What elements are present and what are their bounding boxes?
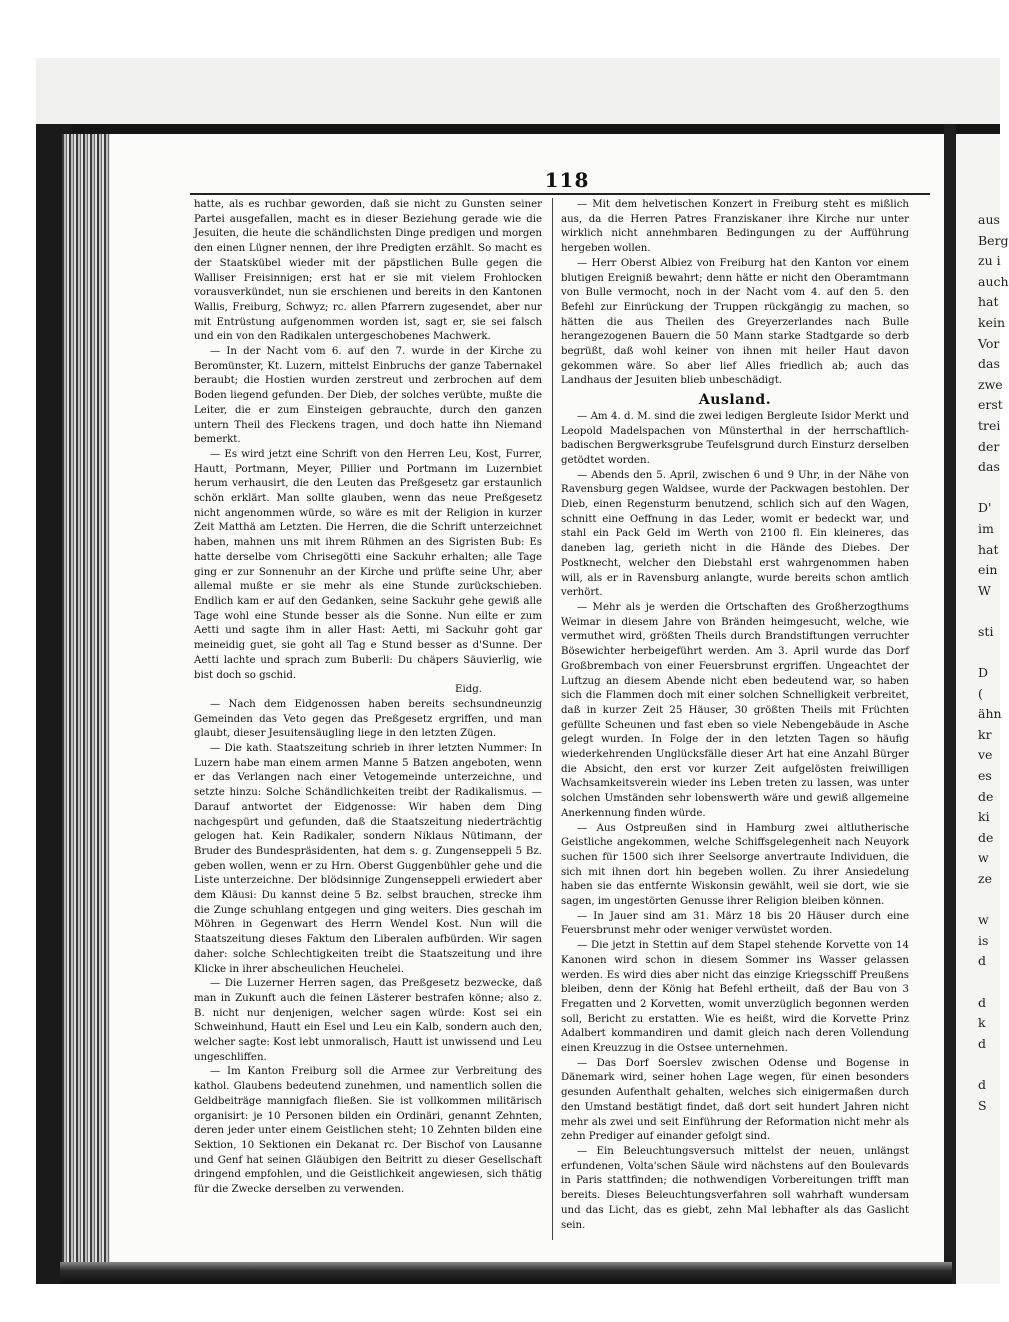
article-paragraph: — Herr Oberst Albiez von Freiburg hat den Kanton vor einem blutigen Ereigniß bewahrt; denn hätte er nicht den Oberamtmann von Bulle vermocht, noch in der Nacht vom 4. auf den 5. den Befehl zur Einrückung der Truppen rückgängig zu machen, so hätten die aus Theilen des Greyerzerlandes nach Bulle herangezogenen Bauern die 50 Mann starke Stadtgarde so derb begrüßt, daß wohl keiner von ihnen mit heiler Haut davon gekommen wäre. So aber lief Alles friedlich ab; auch das Landhaus der Jesuiten blieb unbeschädigt. <box>561 257 909 387</box>
article-paragraph: — Die jetzt in Stettin auf dem Stapel stehende Korvette von 14 Kanonen wird schon in diesem Sommer ins Wasser gelassen werden. Es wird dies aber nicht das einzige Kriegsschiff Preußens bleiben, denn der König hat Befehl ertheilt, daß der Bau von 3 Fregatten und 2 Korvetten, womit unverzüglich begonnen werden soll, Bericht zu erstatten. Wie es heißt, wird die Korvette Prinz Adalbert kommandiren und damit gleich nach deren Vollendung einen Kreuzzug in die Ostsee unternehmen. <box>561 940 909 1055</box>
bottom-scan-border <box>60 1262 952 1284</box>
article-paragraph: — Abends den 5. April, zwischen 6 und 9 Uhr, in der Nähe von Ravensburg gegen Waldsee, wurde der Packwagen bestohlen. Der Dieb, einen Regensturm benutzend, schlich sich auf den Wagen, schnitt eine Oeffnung in das Leder, womit er bedeckt war, und stahl ein Pack Geld im Werth von 2100 fl. Ein kleineres, das daneben lag, gerieth nicht in die Hände des Diebes. Der Postknecht, welcher den Diebstahl erst wahrgenommen haben will, als er in Ravensburg anlangte, wurde bereits schon amtlich verhört. <box>561 469 909 599</box>
signature: Eidg. <box>455 684 482 696</box>
article-paragraph: — Aus Ostpreußen sind in Hamburg zwei altlutherische Geistliche angekommen, welche Schiffsgelegenheit nach Neuyork suchen für 1500 sich ihrer Seelsorge anvertraute Individuen, die sich mit ihnen dort hin begeben wollen. Zu ihrer Ansiedelung haben sie das entfernte Wiskonsin gewählt, weil sie dort, wie sie sagen, im ungestörten Genusse ihrer Religion bleiben können. <box>561 822 909 908</box>
article-paragraph: hatte, als es ruchbar geworden, daß sie nicht zu Gunsten seiner Partei ausgefallen, macht es in dieser Beziehung gerade wie die Jesuiten, die heute die schändlichsten Dinge predigen und morgen den einen Lügner nennen, der ihre Predigten erzählt. So macht es der Staatskübel wieder mit der päpstlichen Bulle gegen die Walliser Freisinnigen; erst hat er sie mit vielem Frohlocken vorausverkündet, nun sie erschienen und bereits in den Kantonen Wallis, Freiburg, Schwyz; rc. allen Pfarrern zugesendet, aber nur mit Entrüstung aufgenommen worden ist, sagt er, sie sei falsch und ein von den Radikalen untergeschobenes Machwerk. <box>194 199 542 343</box>
top-scan-border <box>36 124 1000 134</box>
book-spine <box>62 134 110 1264</box>
left-column <box>194 198 542 1198</box>
article-paragraph: — Das Dorf Soerslev zwischen Odense und Bogense in Dänemark wird, seiner hohen Lage wegen, für einen besonders gesunden Aufenthalt gehalten, welches sich einigermaßen durch den Umstand bestätigt findet, daß dort seit hundert Jahren nicht mehr als zwei und seit Einführung der Reformation nicht mehr als zehn Prediger auf einander gefolgt sind. <box>561 1057 909 1143</box>
article-paragraph: — Am 4. d. M. sind die zwei ledigen Bergleute Isidor Merkt und Leopold Madelspachen von Münsterthal in der herrschaftlich-badischen Bergwerksgrube Teufelsgrund durch Einsturz derselben getödtet worden. <box>561 410 909 466</box>
page-number: 118 <box>544 168 590 192</box>
article-paragraph: — Mehr als je werden die Ortschaften des Großherzogthums Weimar in diesem Jahre von Bränden heimgesucht, welche, wie vermuthet wird, größten Theils durch Brandstiftungen verruchter Bösewichter herbeigeführt werden. Am 3. April wurde das Dorf Großbrembach von einer Feuersbrunst ergriffen. Ungeachtet der Luftzug an diesem Abende nicht eben bedeutend war, so haben sich die Flammen doch mit einer solchen Schnelligkeit verbreitet, daß in kurzer Zeit 25 Häuser, 30 größten Theils mit Früchten gefüllte Scheunen und fast eben so viele Nebengebäude in Asche gelegt wurden. In Folge der in den letzten Tagen so häufig wiederkehrenden Unglücksfälle dieser Art hat eine Anzahl Bürger die Absicht, den erst vor kurzer Zeit aufgelösten freiwilligen Wachsamkeitsverein wieder ins Leben treten zu lassen, was unter solchen Umständen sehr lobenswerth wäre und gewiß allgemeine Anerkennung finden würde. <box>561 601 909 819</box>
right-gutter <box>944 124 956 1284</box>
article-paragraph: — In Jauer sind am 31. März 18 bis 20 Häuser durch eine Feuersbrunst mehr oder weniger verwüstet worden. <box>561 910 909 937</box>
article-paragraph: — Nach dem Eidgenossen haben bereits sechsundneunzig Gemeinden das Veto gegen das Preßgesetz ergriffen, und man glaubt, dieser Jesuitensäugling liege in den letzten Zügen. <box>194 698 542 740</box>
article-paragraph: — Die Luzerner Herren sagen, das Preßgesetz bezwecke, daß man in Zukunft auch die feinen Lästerer bestrafen könne; also z. B. nicht nur denjenigen, welcher sagen würde: Kost sei ein Schweinhund, Hautt ein Esel und Leu ein Kalb, sondern auch den, welcher sagte: Kost lebt unmoralisch, Hautt ist unwissend und Leu ungeschliffen. <box>194 978 542 1063</box>
article-paragraph: — Es wird jetzt eine Schrift von den Herren Leu, Kost, Furrer, Hautt, Portmann, Meyer, Pillier und Portmann im Luzernbiet herum verhausirt, die den Leuten das Preßgesetz gar erstaunlich schön erklärt. Man sollte glauben, wenn das neue Preßgesetz nicht angenommen würde, so wäre es mit der Religion in kurzer Zeit Matthä am Letzten. Die Herren, die die Schrift unterzeichnet haben, mahnen uns mit ihrem Rühmen an des Sigristen Bub: Es hatte derselbe vom Chrisegötti eine Sackuhr erhalten; alle Tage ging er zur Sonnenuhr an der Kirche und prüfte seine Uhr, aber allemal mußte er sie mehr als eine Stunde zurückschieben. Endlich kam er auf den Gedanken, seine Sackuhr gehe gewiß alle Tage wohl eine Stunde besser als die Sonne. Nun eilte er zum Aetti und sagte ihm in aller Hast: Aetti, mi Sackuhr goht gar meineidig guet, sie goht all Tag e Stund besser as d'Sunne. Der Aetti lachte und sprach zum Buberli: Du chäpers Säuvierlig, wie bist doch so gschid. <box>194 448 542 681</box>
article-paragraph: — Im Kanton Freiburg soll die Armee zur Verbreitung des kathol. Glaubens bedeutend zunehmen, und namentlich sollen die Geldbeiträge mannigfach fließen. Sie ist vollkommen militärisch organisirt: je 10 Personen bilden ein Ordinäri, genannt Zehnten, deren jeder unter einem Geistlichen steht; 10 Zehnten bilden eine Sektion, 10 Sektionen ein Dekanat rc. Der Bischof von Lausanne und Genf hat seinen Gläubigen den Beitritt zu dieser Gesellschaft dringend empfohlen, und die Geistlichkeit angewiesen, sich thätig für die Zwecke derselben zu verwenden. <box>194 1066 542 1196</box>
article-paragraph: — Ein Beleuchtungsversuch mittelst der neuen, unlängst erfundenen, Volta'schen Säule wird nächstens auf den Boulevards in Paris stattfinden; die nothwendigen Vorbereitungen trifft man bereits. Dieses Beleuchtungsverfahren soll wahrhaft wundersam und das Licht, das es giebt, zehn Mal lebhafter als das Gaslicht sein. <box>561 1146 909 1231</box>
facing-page-fragment <box>956 134 1009 1284</box>
right-column <box>561 198 909 1233</box>
article-paragraph: — Die kath. Staatszeitung schrieb in ihrer letzten Nummer: In Luzern habe man einem armen Manne 5 Batzen angeboten, wenn er das Verlangen nach einer Vetogemeinde unterzeichne, und setzte hinzu: Solche Schändlichkeiten treibt der Radikalismus. — Darauf antwortet der Eidgenosse: Wir haben dem Ding nachgespürt und gefunden, daß die Staatszeitung niederträchtig gelogen hat. Kein Radikaler, sondern Niklaus Nütimann, der Bruder des Bundespräsidenten, hat dem s. g. Zungenseppeli 5 Bz. geben wollen, wenn er zu Hrn. Oberst Guggenbühler gehe und die Liste unterzeichne. Der blödsinnige Zungenseppeli erwiedert aber dem Kläusi: Du kannst deine 5 Bz. selbst brauchen, strecke ihm die Zunge schuhlang entgegen und ging weiters. Dies geschah im Möhren in Gegenwart des Herrn Wendel Kost. Nun will die Staatszeitung dieses Faktum den Liberalen aufbürden. Wir sagen daher: solche Schlechtigkeiten treibt die Staatszeitung und ihre Klicke in ihrer abscheulichen Heuchelei. <box>194 743 542 975</box>
facing-page-text: aus Berg zu i auch hat kein Vor das zwe erst trei der das D' im hat ein W sti D ( ähn kr ve es de ki de w ze w is d d k d d S <box>978 212 1009 1113</box>
column-divider <box>552 198 553 1240</box>
article-paragraph: — In der Nacht vom 6. auf den 7. wurde in der Kirche zu Beromünster, Kt. Luzern, mittelst Einbruchs der ganze Tabernakel beraubt; die Hostien wurden zerstreut und zerbrochen auf dem Boden liegend gefunden. Der Dieb, der solches verübte, mußte die Leiter, die er zum Einsteigen gebrauchte, durch den ganzen untern Theil des Fleckens tragen, und doch hatte ihn Niemand bemerkt. <box>194 346 542 446</box>
article-paragraph: — Mit dem helvetischen Konzert in Freiburg steht es mißlich aus, da die Herren Patres Franziskaner ihre Kirche nur unter wirklich nicht annehmbaren Bedingungen zu der Aufführung hergeben wollen. <box>561 199 909 255</box>
header-rule <box>190 193 930 195</box>
section-heading: Ausland. <box>698 392 772 409</box>
